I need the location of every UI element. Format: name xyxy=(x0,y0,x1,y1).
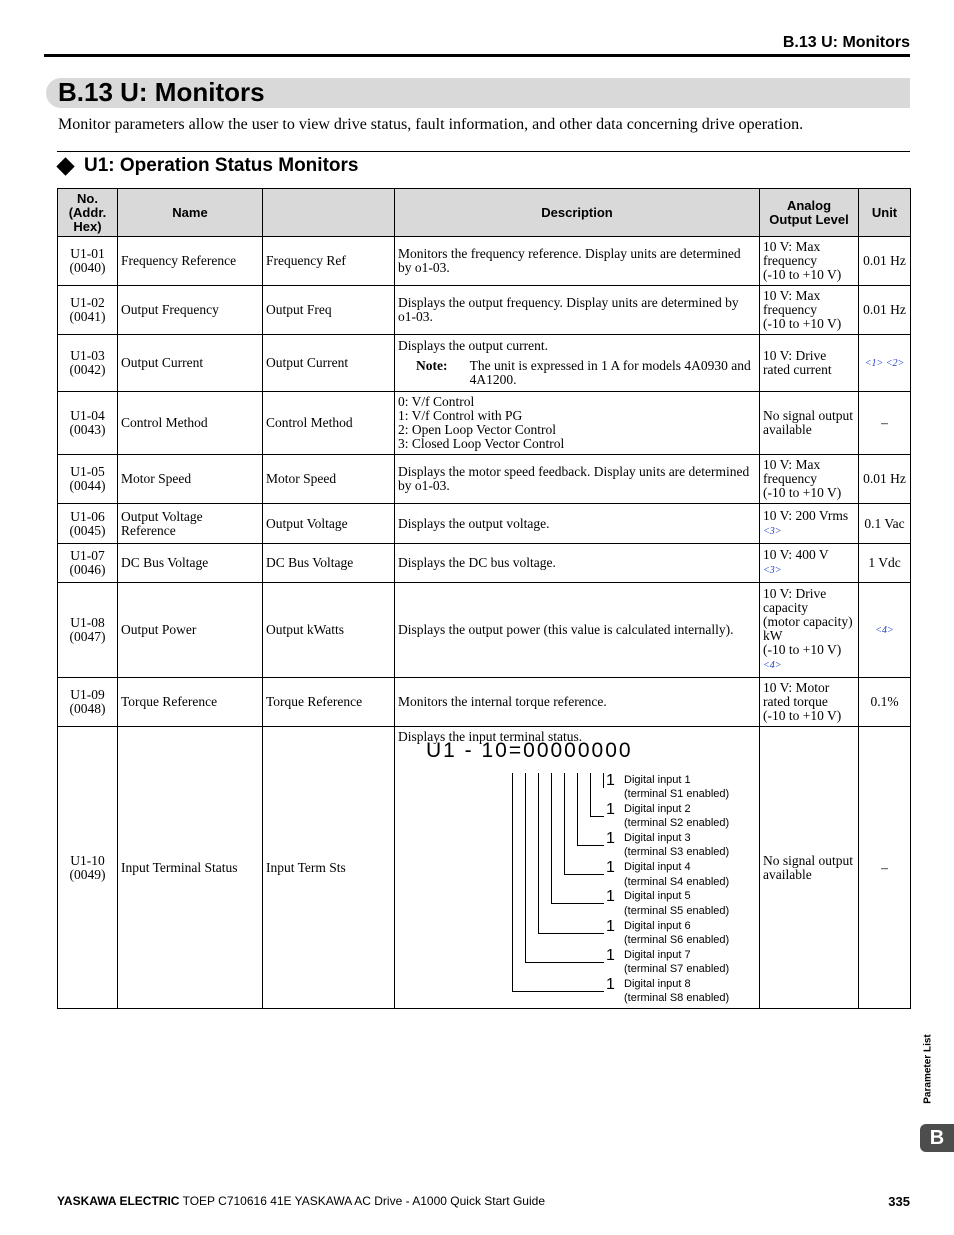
param-analog-level: No signal output available xyxy=(760,727,859,1009)
table-header-row xyxy=(58,189,911,237)
param-name: Motor Speed xyxy=(118,455,263,504)
appendix-tab: B xyxy=(920,1124,954,1152)
param-lcd-name: Motor Speed xyxy=(263,455,395,504)
param-analog-level: 10 V: Drive rated current xyxy=(760,335,859,392)
param-lcd-name: Output Freq xyxy=(263,286,395,335)
connector-line xyxy=(564,874,604,875)
connector-line xyxy=(590,816,604,817)
param-name: Torque Reference xyxy=(118,678,263,727)
param-lcd-name: Input Term Sts xyxy=(263,727,395,1009)
table-row xyxy=(58,504,911,544)
table-row xyxy=(58,286,911,335)
param-number: U1-10 (0049) xyxy=(58,727,118,1009)
param-name: Output Voltage Reference xyxy=(118,504,263,544)
param-name: Output Frequency xyxy=(118,286,263,335)
param-description xyxy=(395,727,760,1009)
footnote-link[interactable]: <3> xyxy=(763,565,782,576)
param-description xyxy=(395,335,760,392)
digital-input-label: Digital input 5 (terminal S5 enabled) xyxy=(624,890,730,917)
col-header-name: Name xyxy=(118,189,263,237)
param-lcd-name: Output Voltage xyxy=(263,504,395,544)
bit-value: 1 xyxy=(606,975,615,993)
note-text: The unit is expressed in 1 A for models 4A0930 and 4A1200. xyxy=(469,358,751,387)
intro-rule xyxy=(57,151,910,152)
connector-line xyxy=(564,773,565,875)
table-row xyxy=(58,455,911,504)
param-unit: – xyxy=(859,727,911,1009)
digital-input-label: Digital input 1 (terminal S1 enabled) xyxy=(624,773,730,800)
intro-paragraph: Monitor parameters allow the user to view drive status, fault information, and other data concerning drive operation. xyxy=(58,116,804,133)
param-number: U1-02 (0041) xyxy=(58,286,118,335)
bit-value: 1 xyxy=(606,859,615,877)
param-number: U1-07 (0046) xyxy=(58,544,118,583)
param-analog-level: No signal output available xyxy=(760,392,859,455)
bit-value: 1 xyxy=(606,800,615,818)
param-name: Output Current xyxy=(118,335,263,392)
param-number: U1-03 (0042) xyxy=(58,335,118,392)
connector-line xyxy=(538,773,539,933)
param-unit: 0.01 Hz xyxy=(859,455,911,504)
param-description: Monitors the frequency reference. Display units are determined by o1-03. xyxy=(395,237,760,286)
param-unit: 0.1 Vac xyxy=(859,504,911,544)
param-analog-level: 10 V: Max frequency (-10 to +10 V) xyxy=(760,237,859,286)
param-description: Displays the DC bus voltage. xyxy=(395,544,760,583)
connector-line xyxy=(590,773,591,816)
col-header-unit: Unit xyxy=(859,189,911,237)
section-title: B.13 U: Monitors xyxy=(58,77,265,107)
connector-line xyxy=(538,933,604,934)
running-header: B.13 U: Monitors xyxy=(782,34,910,51)
connector-line xyxy=(512,773,513,991)
table-row xyxy=(58,727,911,1009)
param-lcd-name: Control Method xyxy=(263,392,395,455)
bit-value: 1 xyxy=(606,946,615,964)
side-tab-label: Parameter List xyxy=(922,1034,934,1104)
param-number: U1-04 (0043) xyxy=(58,392,118,455)
digital-input-label: Digital input 7 (terminal S7 enabled) xyxy=(624,948,730,976)
param-name: Output Power xyxy=(118,583,263,678)
col-header-analog: Analog Output Level xyxy=(760,189,859,237)
param-number: U1-05 (0044) xyxy=(58,455,118,504)
param-description: Displays the motor speed feedback. Display units are determined by o1-03. xyxy=(395,455,760,504)
connector-line xyxy=(603,787,604,788)
bit-value: 1 xyxy=(606,888,615,906)
description-text: Displays the input terminal status. xyxy=(398,728,583,744)
footnote-link[interactable]: <4> xyxy=(875,625,894,636)
param-analog-level: 10 V: 400 V <3> xyxy=(760,544,859,583)
param-description: 0: V/f Control 1: V/f Control with PG 2: Open Loop Vector Control 3: Closed Loop Vector Control xyxy=(395,392,760,455)
param-description: Displays the output voltage. xyxy=(395,504,760,544)
table-row xyxy=(58,237,911,286)
bit-value: 1 xyxy=(606,917,615,935)
monitor-table xyxy=(57,188,911,1009)
param-analog-level: 10 V: Motor rated torque (-10 to +10 V) xyxy=(760,678,859,727)
table-row xyxy=(58,392,911,455)
digital-input-label: Digital input 3 (terminal S3 enabled) xyxy=(624,831,730,859)
connector-line xyxy=(577,845,604,846)
diagram-digits: 00000000 xyxy=(523,738,633,762)
bit-value: 1 xyxy=(606,771,615,789)
param-number: U1-06 (0045) xyxy=(58,504,118,544)
param-lcd-name: Frequency Ref xyxy=(263,237,395,286)
param-lcd-name: DC Bus Voltage xyxy=(263,544,395,583)
subsection-heading xyxy=(56,153,358,179)
connector-line xyxy=(525,773,526,962)
param-name: Frequency Reference xyxy=(118,237,263,286)
param-unit: 0.01 Hz xyxy=(859,237,911,286)
param-description: Monitors the internal torque reference. xyxy=(395,678,760,727)
param-lcd-name: Torque Reference xyxy=(263,678,395,727)
section-title-bar xyxy=(46,78,910,108)
page-number: 335 xyxy=(888,1194,910,1209)
param-unit xyxy=(859,335,911,392)
note-label: Note: xyxy=(416,358,448,373)
param-name: Input Terminal Status xyxy=(118,727,263,1009)
table-row xyxy=(58,583,911,678)
param-number: U1-01 (0040) xyxy=(58,237,118,286)
param-lcd-name: Output kWatts xyxy=(263,583,395,678)
footer xyxy=(57,1194,545,1208)
connector-line xyxy=(603,773,604,787)
digital-input-label: Digital input 8 (terminal S8 enabled) xyxy=(624,977,730,1005)
table-row xyxy=(58,544,911,583)
param-analog-level: 10 V: Max frequency (-10 to +10 V) xyxy=(760,455,859,504)
connector-line xyxy=(512,991,604,992)
table-row xyxy=(58,678,911,727)
input-terminal-diagram xyxy=(398,738,756,1006)
col-header-lcd xyxy=(263,189,395,237)
col-header-description: Description xyxy=(395,189,760,237)
description-text: Displays the output current. xyxy=(398,338,548,353)
col-header-no: No. (Addr. Hex) xyxy=(58,189,118,237)
param-unit: – xyxy=(859,392,911,455)
footnote-link[interactable]: <1> <2> xyxy=(864,358,905,369)
param-unit: 1 Vdc xyxy=(859,544,911,583)
bit-value: 1 xyxy=(606,829,615,847)
param-name: DC Bus Voltage xyxy=(118,544,263,583)
connector-line xyxy=(551,903,604,904)
param-analog-level: 10 V: Max frequency (-10 to +10 V) xyxy=(760,286,859,335)
diagram-readout: U1 - 10=00000000 xyxy=(426,738,633,762)
header-rule xyxy=(44,54,910,57)
param-analog-level: 10 V: 200 Vrms <3> xyxy=(760,504,859,544)
footer-doc: TOEP C710616 41E YASKAWA AC Drive - A1000 Quick Start Guide xyxy=(179,1194,545,1208)
digital-input-label: Digital input 2 (terminal S2 enabled) xyxy=(624,802,730,830)
connector-line xyxy=(577,773,578,845)
param-lcd-name: Output Current xyxy=(263,335,395,392)
note-block xyxy=(398,359,756,387)
digital-input-label: Digital input 4 (terminal S4 enabled) xyxy=(624,861,730,888)
footnote-link[interactable]: <3> xyxy=(763,525,782,537)
footnote-link[interactable]: <4> xyxy=(763,660,782,671)
subsection-title: U1: Operation Status Monitors xyxy=(84,155,359,176)
param-analog-level: 10 V: Drive capacity (motor capacity) kW (-10 to +10 V) <4> xyxy=(760,583,859,678)
param-unit: 0.1% xyxy=(859,678,911,727)
param-description: Displays the output power (this value is calculated internally). xyxy=(395,583,760,678)
param-number: U1-08 (0047) xyxy=(58,583,118,678)
digital-input-label: Digital input 6 (terminal S6 enabled) xyxy=(624,919,730,946)
table-row xyxy=(58,335,911,392)
footer-brand: YASKAWA ELECTRIC xyxy=(57,1194,180,1208)
param-description: Displays the output frequency. Display units are determined by o1-03. xyxy=(395,286,760,335)
param-name: Control Method xyxy=(118,392,263,455)
param-unit xyxy=(859,583,911,678)
connector-line xyxy=(551,773,552,904)
connector-line xyxy=(525,962,604,963)
diamond-bullet-icon xyxy=(56,157,74,175)
param-number: U1-09 (0048) xyxy=(58,678,118,727)
param-unit: 0.01 Hz xyxy=(859,286,911,335)
